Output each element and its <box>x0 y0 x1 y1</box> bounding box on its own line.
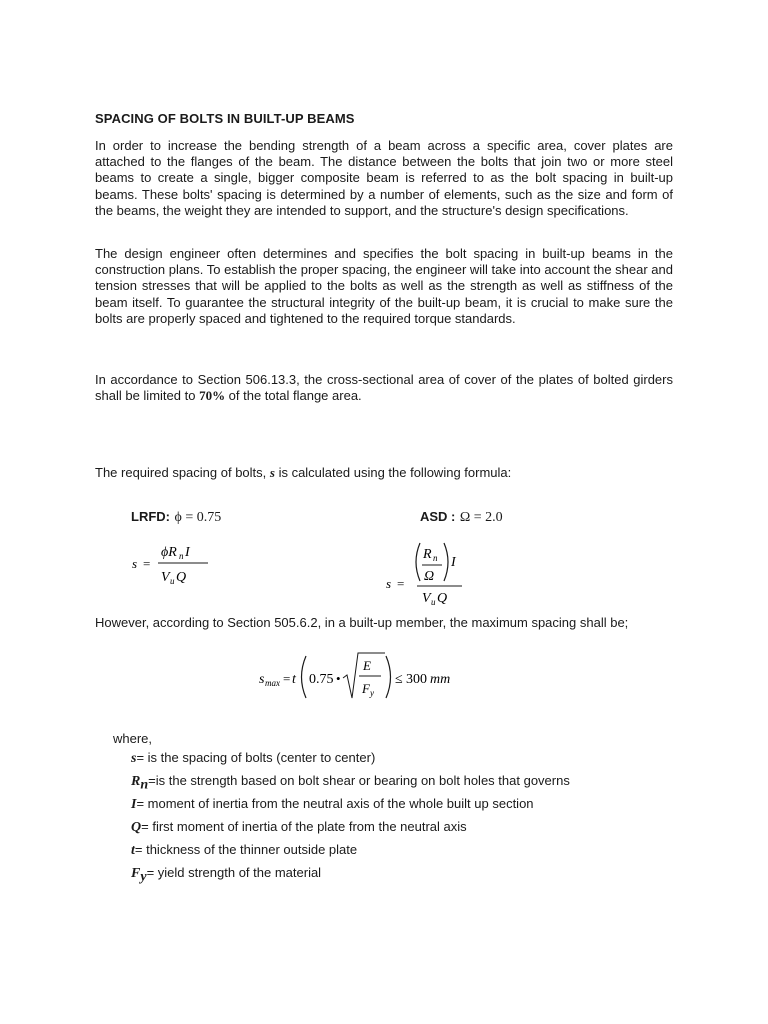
definition-text: = thickness of the thinner outside plate <box>134 842 358 858</box>
definition-inertia <box>131 795 570 818</box>
svg-text:0.75: 0.75 <box>309 672 334 687</box>
definition-symbol: R <box>131 774 141 790</box>
definition-text: = moment of inertia from the neutral axis of the whole built up section <box>136 796 534 812</box>
section-505-paragraph: However, according to Section 505.6.2, in a built-up member, the maximum spacing shall be; <box>95 615 629 630</box>
design-engineer-paragraph: The design engineer often determines and specifies the bolt spacing in built-up beams in the construction plans. To establish the proper spacing, the engineer will take into account the shear and tension stresses that will be applied to the bolts as well as the strength as well as stiffness of the beam itself. To guarantee the structural integrity of the built-up beam, it is crucial to make sure the bolts are properly spaced and tightened to the required torque standards. <box>95 246 673 326</box>
svg-text:s: s <box>259 672 265 687</box>
definitions-list <box>131 749 570 888</box>
svg-text:=: = <box>283 671 291 686</box>
svg-text:E: E <box>363 658 371 673</box>
definition-symbol: Q <box>131 820 142 836</box>
definition-strength <box>131 772 570 795</box>
svg-text:t: t <box>292 672 296 687</box>
asd-factor: Ω = 2.0 <box>459 510 503 525</box>
definition-thickness <box>131 841 570 864</box>
intro-paragraph: In order to increase the bending strength of a beam across a specific area, cover plates are attached to the flanges of the beam. The distance between the bolts that join two or more steel beams to create a single, bigger composite beam is referred to as the bolt spacing in built-up beams. These bolts' spacing is determined by a number of elements, such as the size and form of the beams, the weight they are intended to support, and the structure's design specifications. <box>95 138 673 218</box>
formula-intro-before: The required spacing of bolts, <box>95 465 270 480</box>
svg-text:=: = <box>143 556 151 571</box>
svg-text:F: F <box>362 681 370 696</box>
asd-header <box>420 508 503 526</box>
svg-text:I: I <box>185 545 190 560</box>
lrfd-header <box>131 508 221 526</box>
svg-text:mm: mm <box>430 672 451 687</box>
svg-text:y: y <box>370 688 374 698</box>
asd-formula <box>382 538 482 608</box>
lrfd-factor: ϕ = 0.75 <box>174 510 222 525</box>
svg-text:I: I <box>451 555 456 570</box>
lrfd-formula <box>128 538 238 588</box>
section-506-paragraph <box>95 372 673 404</box>
svg-text:•: • <box>336 671 341 686</box>
formula-intro-after: is calculated using the following formula: <box>274 465 512 480</box>
section-506-text-before: In accordance to Section 506.13.3, the cross-sectional area of cover of the plates of bolted girders shall be limited to <box>95 372 673 404</box>
svg-text:Q: Q <box>437 591 448 606</box>
svg-text:ϕR: ϕR <box>161 545 177 560</box>
svg-text:300: 300 <box>406 672 427 687</box>
definition-symbol: s <box>131 751 137 766</box>
svg-text:s: s <box>386 576 392 591</box>
definition-text: = is the spacing of bolts (center to center) <box>136 750 376 765</box>
svg-text:R: R <box>423 547 432 562</box>
smax-formula <box>255 648 465 708</box>
spacing-symbol: s <box>269 465 275 480</box>
svg-text:max: max <box>265 678 280 688</box>
definition-symbol: F <box>131 866 141 882</box>
definition-first-moment <box>131 818 570 841</box>
lrfd-label: LRFD: <box>131 509 170 524</box>
definition-spacing <box>131 749 570 772</box>
svg-text:V: V <box>422 591 431 606</box>
svg-text:=: = <box>397 576 405 591</box>
flange-area-limit: 70% <box>199 388 226 404</box>
definition-text: = first moment of inertia of the plate from the neutral axis <box>141 819 467 835</box>
asd-label: ASD : <box>420 509 456 524</box>
svg-text:u: u <box>170 576 175 586</box>
spacing-formula-intro <box>95 465 673 481</box>
definition-subscript: n <box>140 777 149 793</box>
svg-text:n: n <box>179 551 184 561</box>
section-506-text-after: of the total flange area. <box>225 388 362 404</box>
svg-text:Q: Q <box>176 570 187 585</box>
svg-text:V: V <box>161 570 170 585</box>
definition-yield <box>131 864 570 887</box>
definition-text: = yield strength of the material <box>146 865 322 881</box>
svg-text:s: s <box>132 556 138 571</box>
definition-text: =is the strength based on bolt shear or bearing on bolt holes that governs <box>148 773 570 789</box>
definition-symbol: I <box>131 797 137 813</box>
svg-text:≤: ≤ <box>395 672 403 687</box>
svg-text:n: n <box>433 553 438 563</box>
where-label: where, <box>113 731 153 746</box>
definition-subscript: y <box>140 870 147 886</box>
svg-text:Ω: Ω <box>424 569 435 584</box>
definition-symbol: t <box>131 843 135 859</box>
svg-text:u: u <box>431 597 436 607</box>
page-title: SPACING OF BOLTS IN BUILT-UP BEAMS <box>95 111 355 126</box>
